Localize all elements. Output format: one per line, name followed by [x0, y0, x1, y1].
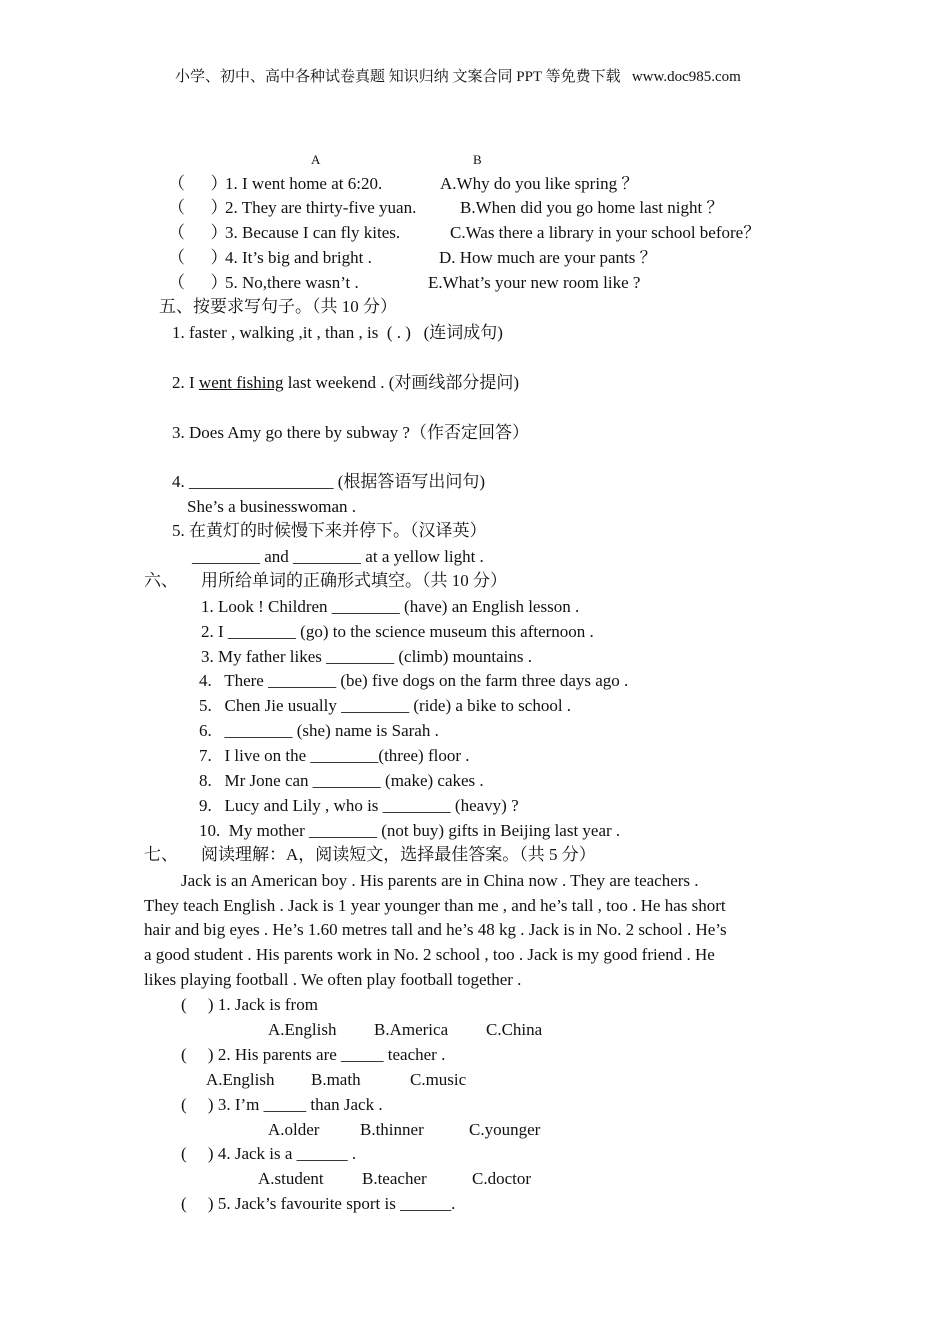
section5-q5-blank: ________ and ________ at a yellow light .	[192, 547, 484, 566]
fill-item: 3. My father likes ________ (climb) mountains .	[201, 647, 532, 666]
option-a: A.English	[206, 1070, 275, 1089]
match-left: 2. They are thirty-five yuan.	[225, 198, 417, 217]
passage-line: a good student . His parents work in No. 2 school , too . Jack is my good friend . He	[144, 945, 715, 964]
match-paren: （ ）	[168, 198, 228, 217]
match-paren: （ ）	[168, 174, 228, 193]
reading-question: ( ) 3. I’m _____ than Jack .	[181, 1095, 383, 1114]
match-paren: （ ）	[168, 273, 228, 292]
option-c: C.younger	[469, 1120, 541, 1139]
fill-item: 9. Lucy and Lily , who is ________ (heavy) ?	[199, 796, 519, 815]
match-paren: （ ）	[168, 248, 228, 267]
page-header: 小学、初中、高中各种试卷真题 知识归纳 文案合同 PPT 等免费下载 www.doc985.com	[175, 69, 741, 85]
section5-q4: 4. _________________ (根据答语写出问句)	[172, 472, 486, 491]
reading-question: ( ) 5. Jack’s favourite sport is ______.	[181, 1194, 456, 1213]
passage-line: likes playing football . We often play football together .	[144, 970, 522, 989]
match-left: 3. Because I can fly kites.	[225, 223, 401, 242]
column-b-label: B	[473, 152, 482, 167]
section5-q3: 3. Does Amy go there by subway ?（作否定回答）	[172, 423, 529, 442]
option-a: A.English	[268, 1020, 337, 1039]
match-paren: （ ）	[168, 223, 228, 242]
fill-item: 1. Look ! Children ________ (have) an English lesson .	[201, 597, 580, 616]
option-c: C.music	[410, 1070, 467, 1089]
match-left: 1. I went home at 6:20.	[225, 174, 383, 193]
reading-question: ( ) 4. Jack is a ______ .	[181, 1144, 357, 1163]
match-right: A.Why do you like spring ？	[440, 174, 639, 193]
section5-title: 五、按要求写句子。（共 10 分）	[159, 297, 397, 316]
section7-title: 阅读理解：A，阅读短文，选择最佳答案。（共 5 分）	[201, 845, 596, 864]
match-right: B.When did you go home last night ？	[460, 198, 724, 217]
passage-line: hair and big eyes . He’s 1.60 metres tall and he’s 48 kg . Jack is in No. 2 school . He’s	[144, 920, 727, 939]
section7-number: 七、	[144, 845, 178, 864]
fill-item: 2. I ________ (go) to the science museum this afternoon .	[201, 622, 594, 641]
section6-number: 六、	[144, 571, 178, 590]
section5-q1: 1. faster , walking ,it , than , is ( . ) (连词成句)	[172, 323, 503, 342]
underlined-phrase: went fishing	[198, 373, 284, 392]
fill-item: 7. I live on the ________(three) floor .	[199, 746, 470, 765]
option-b: B.teacher	[362, 1169, 427, 1188]
fill-item: 5. Chen Jie usually ________ (ride) a bike to school .	[199, 696, 572, 715]
option-c: C.China	[486, 1020, 543, 1039]
section5-q4-answer: She’s a businesswoman .	[187, 497, 357, 516]
fill-item: 6. ________ (she) name is Sarah .	[199, 721, 439, 740]
reading-question: ( ) 1. Jack is from	[181, 995, 318, 1014]
option-b: B.thinner	[360, 1120, 424, 1139]
section5-q5: 5. 在黄灯的时候慢下来并停下。（汉译英）	[172, 521, 487, 540]
option-b: B.math	[311, 1070, 361, 1089]
option-a: A.student	[258, 1169, 324, 1188]
column-a-label: A	[311, 152, 321, 167]
passage-line: They teach English . Jack is 1 year younger than me , and he’s tall , too . He has short	[144, 896, 726, 915]
section6-title: 用所给单词的正确形式填空。（共 10 分）	[201, 571, 507, 590]
section5-q2: 2. I went fishing last weekend . (对画线部分提问)	[172, 373, 520, 392]
match-left: 4. It’s big and bright .	[225, 248, 372, 267]
option-b: B.America	[374, 1020, 449, 1039]
match-right: D. How much are your pants ？	[439, 248, 657, 267]
match-right: C.Was there a library in your school before？	[450, 223, 761, 242]
match-left: 5. No,there wasn’t .	[225, 273, 359, 292]
option-a: A.older	[268, 1120, 320, 1139]
reading-question: ( ) 2. His parents are _____ teacher .	[181, 1045, 446, 1064]
option-c: C.doctor	[472, 1169, 532, 1188]
fill-item: 10. My mother ________ (not buy) gifts in Beijing last year .	[199, 821, 621, 840]
match-right: E.What’s your new room like ?	[428, 273, 641, 292]
fill-item: 8. Mr Jone can ________ (make) cakes .	[199, 771, 484, 790]
passage-line: Jack is an American boy . His parents are in China now . They are teachers .	[181, 871, 699, 890]
fill-item: 4. There ________ (be) five dogs on the farm three days ago .	[199, 671, 629, 690]
